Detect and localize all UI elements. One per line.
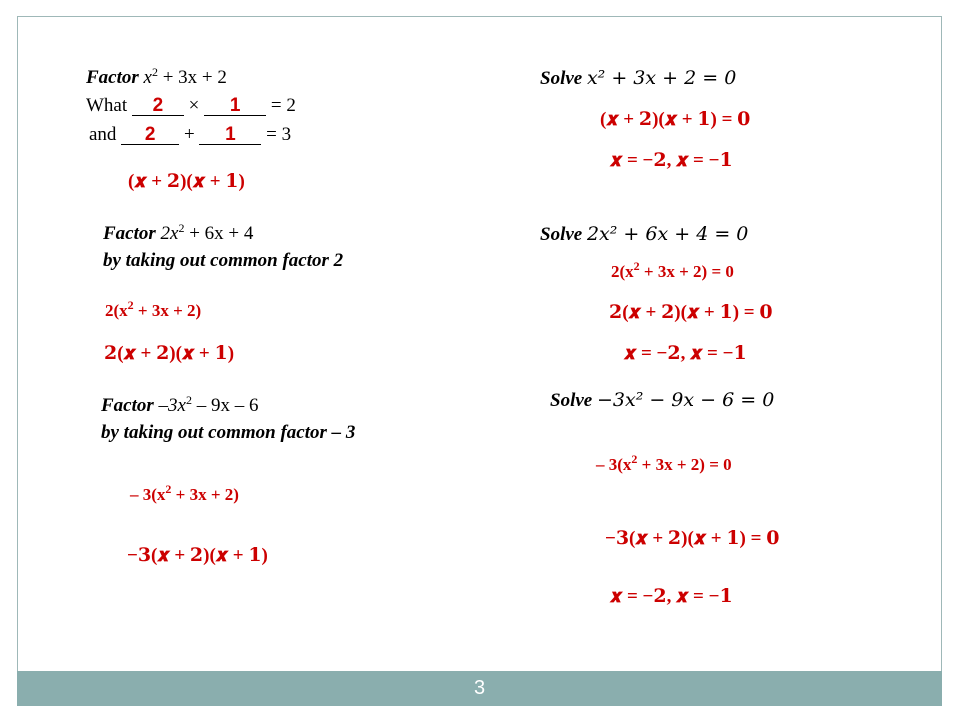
- right-solve-line-3: Solve −3𝑥² − 9𝑥 − 6 = 0: [550, 389, 775, 411]
- right-step-2a: $2(x^2 + 3x + 2) = 0$: [611, 259, 734, 281]
- left-step-3: – $3(x^2 + 3x + 2)$: [130, 482, 239, 504]
- blank-sum-1: 2: [144, 124, 156, 145]
- right-roots-3: 𝒙 = −𝟐, 𝒙 = −𝟏: [610, 586, 733, 607]
- footer-bar: [17, 671, 942, 706]
- left-answer-1: (𝒙 + 𝟐)(𝒙 + 𝟏): [128, 171, 245, 192]
- left-what-line: What 2 × 1 = 2: [86, 95, 296, 116]
- blank-sum-2: 1: [225, 124, 236, 145]
- left-factor-line-3: Factor $-3x^2 - 9x - 6$: [101, 393, 259, 416]
- blank-product-2: 1: [229, 95, 241, 116]
- right-step-3a: – $3(x^2 + 3x + 2) = 0$: [596, 452, 732, 474]
- left-common-factor-line-2: by taking out common factor 2: [103, 250, 344, 271]
- left-step-2: $2(x^2 + 3x + 2)$: [105, 298, 202, 320]
- left-answer-2: 𝟐(𝒙 + 𝟐)(𝒙 + 𝟏): [104, 343, 235, 364]
- blank-product-1: 2: [152, 95, 164, 116]
- left-factor-line-2: Factor $2x^2 + 6x + 4$: [103, 221, 254, 244]
- left-answer-3: −𝟑(𝒙 + 𝟐)(𝒙 + 𝟏): [127, 545, 268, 566]
- right-step-2b: 𝟐(𝒙 + 𝟐)(𝒙 + 𝟏) = 𝟎: [609, 302, 773, 323]
- left-factor-line-1: Factor $x^2 + 3x + 2$: [86, 65, 227, 88]
- left-common-factor-line-3: by taking out common factor – 3: [101, 422, 356, 443]
- page-number: 3: [473, 677, 486, 699]
- right-solve-line-2: Solve 2𝑥² + 6𝑥 + 4 = 0: [540, 223, 749, 245]
- right-roots-2: 𝒙 = −𝟐, 𝒙 = −𝟏: [624, 343, 747, 364]
- right-step-3b: −𝟑(𝒙 + 𝟐)(𝒙 + 𝟏) = 𝟎: [605, 528, 780, 549]
- left-and-line: and 2 + 1 = 3: [89, 124, 292, 145]
- right-roots-1: 𝒙 = −𝟐, 𝒙 = −𝟏: [610, 150, 733, 171]
- right-solve-line-1: Solve 𝑥² + 3𝑥 + 2 = 0: [540, 67, 737, 89]
- right-step-1: (𝒙 + 𝟐)(𝒙 + 𝟏) = 𝟎: [600, 109, 751, 130]
